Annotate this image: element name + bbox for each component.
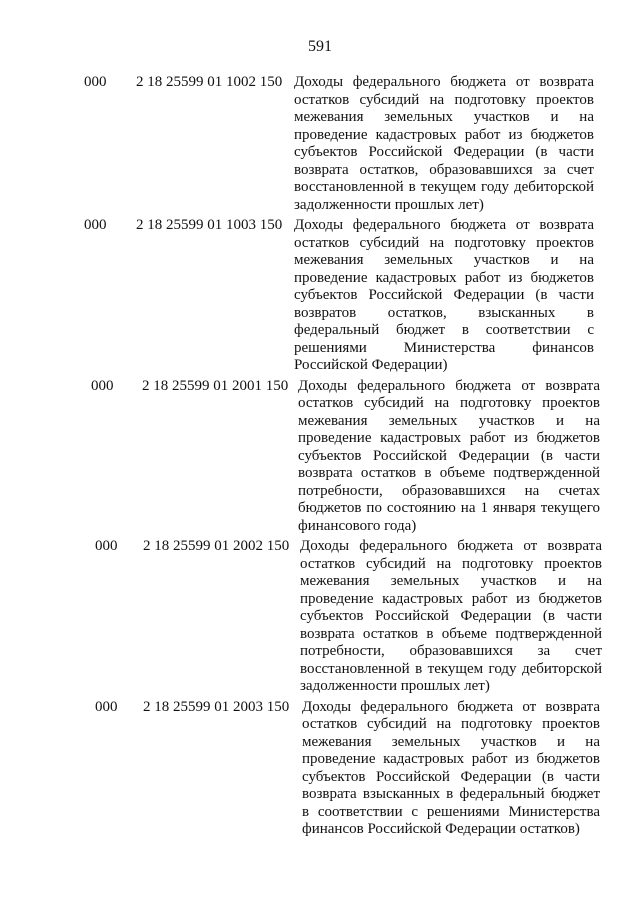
budget-classification-code: 2 18 25599 01 2001 150: [142, 377, 289, 394]
admin-code: 000: [91, 377, 114, 394]
table-row: [0, 217, 640, 375]
budget-classification-code: 2 18 25599 01 2003 150: [143, 698, 290, 715]
budget-classification-code: 2 18 25599 01 1002 150: [136, 74, 283, 90]
table-row: [0, 378, 640, 536]
admin-code: 000: [95, 698, 118, 715]
budget-code-table: [0, 74, 640, 842]
budget-classification-code: 2 18 25599 01 2002 150: [143, 538, 290, 554]
admin-code: 000: [84, 217, 107, 233]
table-row: [0, 538, 640, 696]
revenue-description: Доходы федерального бюджета от возврата остатков субсидий на подготовку проектов межевания земельных участков и на проведение кадастровых работ из бюджетов субъектов Российской Федерации (в части возвратов остатков, взысканных в федеральный бюджет в соответствии с решениями Министерства финансов Российской Федерации): [294, 217, 594, 373]
revenue-description: Доходы федерального бюджета от возврата остатков субсидий на подготовку проектов межевания земельных участков и на проведение кадастровых работ из бюджетов субъектов Российской Федерации (в части возврата остатков в объеме подтвержденной потребности, образовавшихся на счетах бюджетов по состоянию на 1 января текущего финансового года): [298, 377, 600, 534]
table-row: [0, 74, 640, 214]
revenue-description: Доходы федерального бюджета от возврата остатков субсидий на подготовку проектов межевания земельных участков и на проведение кадастровых работ из бюджетов субъектов Российской Федерации (в части возврата остатков в объеме подтвержденной потребности, образовавшихся за счет восстановленной в текущем году дебиторской задолженности прошлых лет): [300, 538, 602, 694]
table-row: [0, 699, 640, 839]
admin-code: 000: [84, 74, 107, 90]
page-number: 591: [308, 38, 332, 55]
budget-classification-code: 2 18 25599 01 1003 150: [136, 217, 283, 233]
admin-code: 000: [95, 538, 118, 554]
revenue-description: Доходы федерального бюджета от возврата остатков субсидий на подготовку проектов межевания земельных участков и на проведение кадастровых работ из бюджетов субъектов Российской Федерации (в части возврата взысканных в федеральный бюджет в соответствии с решениями Министерства финансов Российской Федерации остатков): [302, 698, 600, 837]
revenue-description: Доходы федерального бюджета от возврата остатков субсидий на подготовку проектов межевания земельных участков и на проведение кадастровых работ из бюджетов субъектов Российской Федерации (в части возврата остатков, образовавшихся за счет восстановленной в текущем году дебиторской задолженности прошлых лет): [294, 74, 594, 213]
